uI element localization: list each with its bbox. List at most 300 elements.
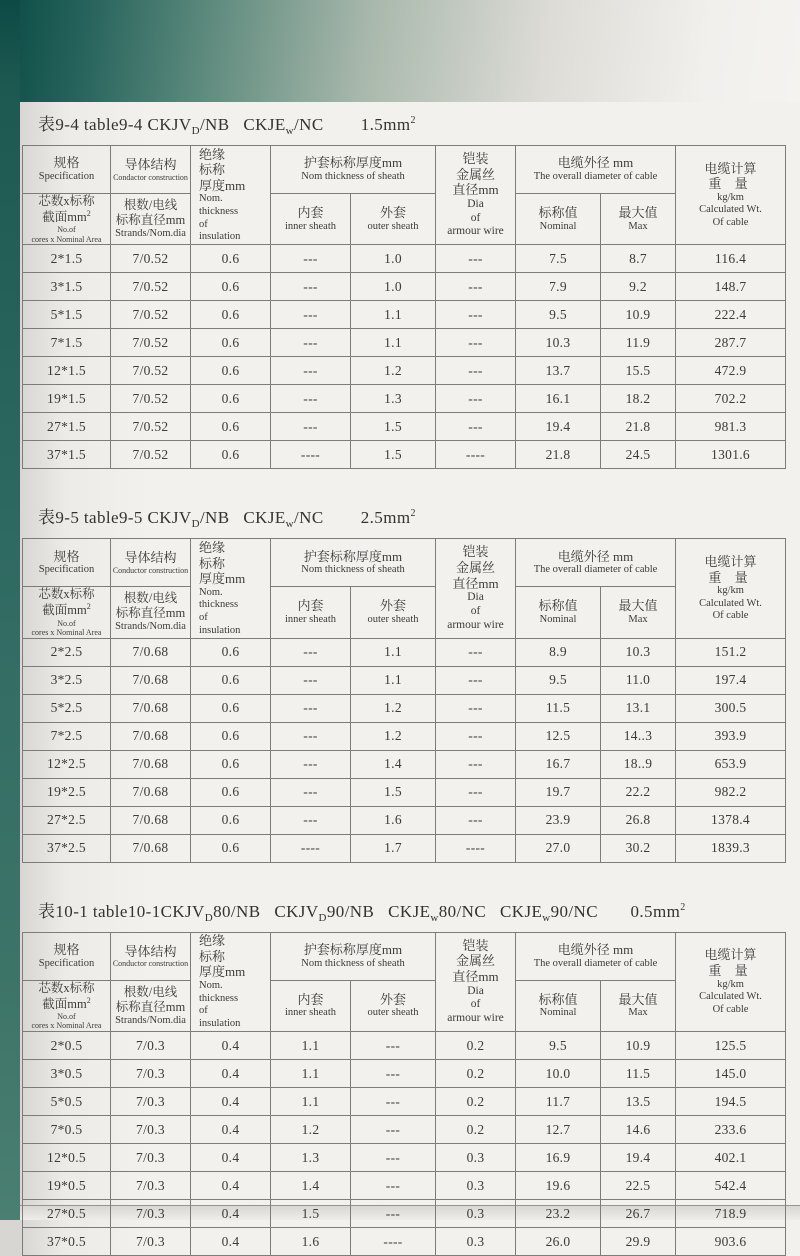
cell: 8.9 bbox=[516, 638, 601, 666]
header-line-en: No.of bbox=[57, 225, 76, 235]
cell: --- bbox=[271, 638, 351, 666]
header-line-zh: 标称直径mm bbox=[115, 606, 186, 621]
cell: 7/0.52 bbox=[111, 301, 191, 329]
cell: 222.4 bbox=[676, 301, 786, 329]
col-header-specification bbox=[23, 932, 111, 980]
cell: 21.8 bbox=[516, 441, 601, 469]
cell: 1.1 bbox=[271, 1060, 351, 1088]
cell: 148.7 bbox=[676, 273, 786, 301]
table-title-segment: table9-4 CKJV bbox=[79, 115, 192, 134]
cell: 26.8 bbox=[601, 806, 676, 834]
table-row bbox=[23, 1116, 786, 1144]
cell: 7/0.68 bbox=[111, 750, 191, 778]
cell: --- bbox=[351, 1060, 436, 1088]
table-title-segment: 80/NC bbox=[438, 901, 487, 921]
cable-spec-table bbox=[22, 538, 786, 862]
cell: --- bbox=[271, 666, 351, 694]
header-line-en: Nom thickness of sheath bbox=[301, 171, 405, 182]
cell: 7.5 bbox=[516, 245, 601, 273]
page bbox=[22, 0, 800, 1256]
header-line-zh: 标称值 bbox=[538, 991, 578, 1007]
cell: ---- bbox=[436, 441, 516, 469]
header-line-zh: 厚度mm bbox=[199, 571, 246, 587]
cell: 1.1 bbox=[271, 1032, 351, 1060]
cell: 10.3 bbox=[601, 638, 676, 666]
table-title-segment: 1.5mm bbox=[323, 115, 411, 134]
header-line-en: cores x Nominal Area bbox=[31, 1021, 102, 1031]
cell: 11.5 bbox=[516, 694, 601, 722]
header-line-zh: 直径mm bbox=[452, 968, 499, 984]
header-line-en: Conductor construction bbox=[112, 565, 189, 575]
table-title bbox=[38, 503, 800, 535]
header-line-zh: 标称 bbox=[199, 555, 226, 571]
cell: 1.2 bbox=[271, 1116, 351, 1144]
cell: 0.2 bbox=[436, 1060, 516, 1088]
cell: 3*0.5 bbox=[23, 1060, 111, 1088]
cell: 1301.6 bbox=[676, 441, 786, 469]
col-group-overall-diameter bbox=[516, 539, 676, 587]
cell: 12*2.5 bbox=[23, 750, 111, 778]
cell: 7/0.68 bbox=[111, 666, 191, 694]
header-line-zh: 外套 bbox=[379, 205, 406, 221]
table-title-segment: 表9-5 bbox=[38, 508, 80, 528]
cell: 12*1.5 bbox=[23, 357, 111, 385]
cell: 13.1 bbox=[601, 694, 676, 722]
col-subheader-strands bbox=[111, 194, 191, 245]
table-row bbox=[23, 1228, 786, 1256]
header-line-en: Dia bbox=[467, 197, 484, 210]
cell: 7/0.52 bbox=[111, 245, 191, 273]
cell: 1.4 bbox=[351, 750, 436, 778]
cell: 30.2 bbox=[601, 834, 676, 862]
col-subheader-nominal bbox=[516, 194, 601, 245]
header-line-zh: 标称直径mm bbox=[115, 999, 186, 1014]
header-line-zh: 铠装 bbox=[462, 937, 489, 953]
cell: 7*0.5 bbox=[23, 1116, 111, 1144]
cell: 7/0.52 bbox=[111, 273, 191, 301]
header-line-en: Nom thickness of sheath bbox=[301, 957, 405, 969]
cell: 1.0 bbox=[351, 245, 436, 273]
header-line-zh: 直径mm bbox=[452, 182, 499, 198]
cell: 14.6 bbox=[601, 1116, 676, 1144]
cell: 7/0.3 bbox=[111, 1144, 191, 1172]
col-header-insulation bbox=[191, 146, 271, 245]
cell: 1.5 bbox=[351, 413, 436, 441]
cell: 5*1.5 bbox=[23, 301, 111, 329]
table-title-segment: CKJE bbox=[229, 508, 286, 528]
header-line-en: The overall diameter of cable bbox=[533, 564, 658, 576]
header-line-zh: 铠装 bbox=[462, 151, 489, 167]
cell: --- bbox=[271, 385, 351, 413]
cell: 7/0.68 bbox=[111, 778, 191, 806]
table-title-segment: w bbox=[430, 911, 439, 924]
cell: --- bbox=[271, 357, 351, 385]
col-header-calculated-weight bbox=[676, 146, 786, 245]
header-line-en: of bbox=[199, 1005, 208, 1017]
cell: --- bbox=[271, 694, 351, 722]
header-line-en: Nom. bbox=[199, 586, 223, 598]
header-line-zh: 内套 bbox=[297, 991, 324, 1007]
header-line-zh: 护套标称厚度mm bbox=[303, 942, 403, 958]
header-line-en: kg/km bbox=[717, 191, 744, 203]
cell: 16.7 bbox=[516, 750, 601, 778]
cell: 0.6 bbox=[191, 806, 271, 834]
cell: 0.6 bbox=[191, 666, 271, 694]
header-line-en: Conductor construction bbox=[112, 959, 189, 969]
header-line-en: outer sheath bbox=[367, 220, 419, 232]
header-line-en: cores x Nominal Area bbox=[31, 628, 102, 638]
col-subheader-max bbox=[601, 980, 676, 1031]
cell: 0.4 bbox=[191, 1088, 271, 1116]
header-line-en: inner sheath bbox=[284, 220, 337, 232]
cell: 0.6 bbox=[191, 357, 271, 385]
cell: 26.0 bbox=[516, 1228, 601, 1256]
table-title-segment: 90/NB bbox=[326, 901, 375, 921]
header-line-zh: 最大值 bbox=[618, 205, 658, 221]
header-line-zh: 内套 bbox=[297, 205, 324, 221]
cell: 22.2 bbox=[601, 778, 676, 806]
col-subheader-inner-sheath bbox=[271, 980, 351, 1031]
cell: 7/0.68 bbox=[111, 638, 191, 666]
cell: 7/0.68 bbox=[111, 806, 191, 834]
header-line-en: thickness bbox=[199, 205, 239, 217]
header-line-en: Dia bbox=[467, 591, 484, 604]
header-line-zh: 截面$mm^2$ bbox=[42, 995, 91, 1011]
cell: 27*1.5 bbox=[23, 413, 111, 441]
col-header-calculated-weight bbox=[676, 539, 786, 638]
cell: 7*2.5 bbox=[23, 722, 111, 750]
cell: 7/0.52 bbox=[111, 329, 191, 357]
table-title-segment: table9-5 CKJV bbox=[79, 508, 192, 528]
header-line-zh: 电缆外径 mm bbox=[557, 942, 634, 958]
col-subheader-cores-area bbox=[23, 587, 111, 638]
col-header-conductor bbox=[111, 146, 191, 194]
cell: 19*2.5 bbox=[23, 778, 111, 806]
col-header-conductor bbox=[111, 539, 191, 587]
cell: 1.6 bbox=[351, 806, 436, 834]
header-line-zh: 截面$mm^2$ bbox=[42, 602, 91, 618]
cell: 1.6 bbox=[271, 1228, 351, 1256]
cell: 19.4 bbox=[601, 1144, 676, 1172]
header-line-zh: 根数/电线 bbox=[123, 984, 178, 999]
cell: 0.6 bbox=[191, 245, 271, 273]
cable-spec-table bbox=[22, 932, 786, 1256]
header-line-en: outer sheath bbox=[367, 1007, 419, 1019]
header-line-zh: 截面$mm^2$ bbox=[42, 209, 91, 225]
header-line-en: cores x Nominal Area bbox=[31, 234, 102, 244]
cell: 19.7 bbox=[516, 778, 601, 806]
cell: 0.4 bbox=[191, 1200, 271, 1228]
table-body bbox=[23, 245, 786, 469]
header-line-zh: 重 量 bbox=[708, 176, 753, 192]
header-line-zh: 内套 bbox=[297, 598, 324, 614]
cell: 125.5 bbox=[676, 1032, 786, 1060]
col-group-sheath bbox=[271, 932, 436, 980]
cell: 22.5 bbox=[601, 1172, 676, 1200]
cell: 23.9 bbox=[516, 806, 601, 834]
col-header-specification bbox=[23, 539, 111, 587]
table-title-segment: CKJE bbox=[486, 901, 543, 921]
header-line-zh: 电缆计算 bbox=[704, 554, 757, 570]
cell: 1.1 bbox=[271, 1088, 351, 1116]
table-title-segment: D bbox=[191, 518, 200, 531]
header-line-zh: 金属丝 bbox=[455, 166, 495, 182]
cell: 300.5 bbox=[676, 694, 786, 722]
header-line-en: of bbox=[199, 611, 208, 623]
cell: 1.2 bbox=[351, 694, 436, 722]
col-subheader-inner-sheath bbox=[271, 194, 351, 245]
table-row bbox=[23, 722, 786, 750]
cell: 24.5 bbox=[601, 441, 676, 469]
cell: 0.4 bbox=[191, 1116, 271, 1144]
cell: --- bbox=[436, 778, 516, 806]
cell: --- bbox=[271, 778, 351, 806]
table-title-segment: 表10-1 bbox=[38, 901, 89, 921]
col-header-conductor bbox=[111, 932, 191, 980]
cell: 1.2 bbox=[351, 722, 436, 750]
table-row bbox=[23, 834, 786, 862]
cable-table-section bbox=[22, 503, 800, 862]
cell: 11.0 bbox=[601, 666, 676, 694]
table-row bbox=[23, 357, 786, 385]
table-row bbox=[23, 1172, 786, 1200]
cell: ---- bbox=[351, 1228, 436, 1256]
cell: 7/0.3 bbox=[111, 1228, 191, 1256]
cell: 287.7 bbox=[676, 329, 786, 357]
table-title-segment: /NC bbox=[294, 115, 324, 134]
cell: 0.6 bbox=[191, 778, 271, 806]
cell: 12.5 bbox=[516, 722, 601, 750]
cell: 903.6 bbox=[676, 1228, 786, 1256]
cell: 16.1 bbox=[516, 385, 601, 413]
cell: --- bbox=[351, 1032, 436, 1060]
cell: 7/0.52 bbox=[111, 357, 191, 385]
table-title-segment: table10-1CKJV bbox=[88, 901, 205, 921]
cell: 7/0.68 bbox=[111, 694, 191, 722]
cell: 7/0.52 bbox=[111, 385, 191, 413]
table-row bbox=[23, 385, 786, 413]
cell: 10.9 bbox=[601, 1032, 676, 1060]
header-line-en: Nom thickness of sheath bbox=[301, 564, 405, 576]
header-line-zh: 直径mm bbox=[452, 575, 499, 591]
header-line-zh: 根数/电线 bbox=[123, 197, 178, 212]
header-line-en: The overall diameter of cable bbox=[533, 957, 658, 969]
col-subheader-outer-sheath bbox=[351, 587, 436, 638]
header-line-zh: 标称直径mm bbox=[115, 212, 186, 227]
cell: --- bbox=[271, 413, 351, 441]
cell: --- bbox=[436, 806, 516, 834]
cell: 1.5 bbox=[351, 441, 436, 469]
col-subheader-strands bbox=[111, 587, 191, 638]
cell: 2*0.5 bbox=[23, 1032, 111, 1060]
header-line-en: kg/km bbox=[717, 978, 744, 990]
cell: 393.9 bbox=[676, 722, 786, 750]
table-row bbox=[23, 1144, 786, 1172]
header-line-en: Strands/Nom.dia bbox=[115, 1014, 186, 1026]
cell: 10.3 bbox=[516, 329, 601, 357]
cell: 2*1.5 bbox=[23, 245, 111, 273]
cell: 1.1 bbox=[351, 638, 436, 666]
cell: 27.0 bbox=[516, 834, 601, 862]
table-title-segment: CKJE bbox=[374, 901, 431, 921]
cell: 18..9 bbox=[601, 750, 676, 778]
col-subheader-cores-area bbox=[23, 980, 111, 1031]
cell: 0.2 bbox=[436, 1088, 516, 1116]
cell: 1839.3 bbox=[676, 834, 786, 862]
header-line-en: inner sheath bbox=[284, 1007, 337, 1019]
header-line-en: Max bbox=[628, 614, 648, 626]
header-line-en: of bbox=[199, 218, 208, 230]
header-line-zh: 标称 bbox=[199, 948, 226, 964]
cell: 7/0.3 bbox=[111, 1032, 191, 1060]
col-subheader-outer-sheath bbox=[351, 980, 436, 1031]
cell: --- bbox=[436, 722, 516, 750]
cell: 718.9 bbox=[676, 1200, 786, 1228]
cell: --- bbox=[351, 1116, 436, 1144]
col-header-armour-wire bbox=[436, 932, 516, 1031]
col-header-specification bbox=[23, 146, 111, 194]
header-line-zh: 规格 bbox=[53, 548, 80, 564]
col-header-armour-wire bbox=[436, 539, 516, 638]
header-line-zh: 标称值 bbox=[538, 205, 578, 221]
header-line-zh: 最大值 bbox=[618, 598, 658, 614]
cell: 1.5 bbox=[351, 778, 436, 806]
cell: 0.4 bbox=[191, 1032, 271, 1060]
header-line-zh: 规格 bbox=[53, 155, 80, 171]
col-header-calculated-weight bbox=[676, 932, 786, 1031]
cell: 0.6 bbox=[191, 750, 271, 778]
cell: 14..3 bbox=[601, 722, 676, 750]
cell: 19*1.5 bbox=[23, 385, 111, 413]
table-row bbox=[23, 778, 786, 806]
cell: 0.6 bbox=[191, 301, 271, 329]
cell: 37*0.5 bbox=[23, 1228, 111, 1256]
header-line-zh: 重 量 bbox=[708, 962, 753, 978]
cell: 542.4 bbox=[676, 1172, 786, 1200]
header-line-zh: 重 量 bbox=[708, 569, 753, 585]
header-line-en: Calculated Wt. bbox=[699, 991, 762, 1003]
cell: --- bbox=[351, 1172, 436, 1200]
cell: 7/0.3 bbox=[111, 1088, 191, 1116]
cell: 0.2 bbox=[436, 1116, 516, 1144]
header-line-zh: 金属丝 bbox=[455, 560, 495, 576]
cell: 0.6 bbox=[191, 273, 271, 301]
cell: --- bbox=[436, 273, 516, 301]
cell: 16.9 bbox=[516, 1144, 601, 1172]
header-line-zh: 绝缘 bbox=[199, 539, 226, 555]
cell: 0.3 bbox=[436, 1228, 516, 1256]
cell: 0.6 bbox=[191, 413, 271, 441]
cell: 3*1.5 bbox=[23, 273, 111, 301]
header-line-en: Calculated Wt. bbox=[699, 204, 762, 216]
cell: 653.9 bbox=[676, 750, 786, 778]
cell: 0.6 bbox=[191, 694, 271, 722]
cell: 1.3 bbox=[271, 1144, 351, 1172]
header-line-zh: 规格 bbox=[53, 942, 80, 958]
col-group-sheath bbox=[271, 146, 436, 194]
col-subheader-outer-sheath bbox=[351, 194, 436, 245]
header-line-en: armour wire bbox=[447, 618, 504, 631]
cell: 1.5 bbox=[271, 1200, 351, 1228]
cell: 233.6 bbox=[676, 1116, 786, 1144]
header-line-en: of bbox=[470, 605, 481, 617]
header-line-zh: 外套 bbox=[379, 598, 406, 614]
header-line-en: thickness bbox=[199, 599, 239, 611]
table-title bbox=[38, 110, 800, 142]
header-line-zh: 导体结构 bbox=[124, 156, 177, 172]
table-title-segment: /NC bbox=[294, 508, 324, 528]
cell: --- bbox=[436, 750, 516, 778]
cell: 151.2 bbox=[676, 638, 786, 666]
cell: 15.5 bbox=[601, 357, 676, 385]
col-header-insulation bbox=[191, 932, 271, 1031]
header-line-en: Max bbox=[628, 220, 648, 232]
cell: --- bbox=[271, 329, 351, 357]
header-line-zh: 电缆计算 bbox=[704, 160, 757, 176]
cell: 27*0.5 bbox=[23, 1200, 111, 1228]
table-title-segment: /NB bbox=[199, 115, 230, 134]
cell: 19.4 bbox=[516, 413, 601, 441]
table-row bbox=[23, 301, 786, 329]
table-title-segment: 0.5mm bbox=[597, 901, 681, 921]
table-row bbox=[23, 441, 786, 469]
cell: --- bbox=[436, 329, 516, 357]
col-group-overall-diameter bbox=[516, 146, 676, 194]
cell: 981.3 bbox=[676, 413, 786, 441]
cell: 145.0 bbox=[676, 1060, 786, 1088]
cell: --- bbox=[271, 806, 351, 834]
cell: 19.6 bbox=[516, 1172, 601, 1200]
table-title-segment: D bbox=[204, 911, 214, 924]
header-line-zh: 绝缘 bbox=[199, 933, 226, 949]
header-line-zh: 绝缘 bbox=[199, 146, 226, 162]
header-line-en: Nominal bbox=[539, 1007, 577, 1019]
header-line-en: of bbox=[470, 211, 481, 224]
table-row bbox=[23, 245, 786, 273]
header-line-zh: 电缆外径 mm bbox=[557, 548, 634, 564]
cell: 27*2.5 bbox=[23, 806, 111, 834]
table-row bbox=[23, 413, 786, 441]
table-title-segment: /NB bbox=[199, 508, 230, 528]
header-line-en: Nominal bbox=[539, 614, 577, 626]
header-line-en: Strands/Nom.dia bbox=[115, 621, 186, 633]
cell: --- bbox=[436, 301, 516, 329]
header-line-en: Max bbox=[628, 1007, 648, 1019]
header-line-en: insulation bbox=[199, 624, 241, 636]
scan-left-edge bbox=[0, 0, 20, 1220]
cell: 9.5 bbox=[516, 1032, 601, 1060]
table-row bbox=[23, 666, 786, 694]
cell: 7/0.3 bbox=[111, 1060, 191, 1088]
cell: 37*2.5 bbox=[23, 834, 111, 862]
table-title-segment: 表9-4 bbox=[38, 115, 80, 134]
cell: 12*0.5 bbox=[23, 1144, 111, 1172]
cell: 7/0.52 bbox=[111, 413, 191, 441]
header-line-en: Dia bbox=[467, 984, 484, 997]
cell: 0.3 bbox=[436, 1172, 516, 1200]
cell: 7/0.3 bbox=[111, 1200, 191, 1228]
cell: 7/0.3 bbox=[111, 1172, 191, 1200]
col-subheader-nominal bbox=[516, 587, 601, 638]
col-subheader-max bbox=[601, 194, 676, 245]
cable-table-section bbox=[22, 897, 800, 1256]
header-line-en: Calculated Wt. bbox=[699, 597, 762, 609]
header-line-zh: 护套标称厚度mm bbox=[303, 155, 403, 171]
header-line-en: armour wire bbox=[447, 1012, 504, 1025]
header-line-en: kg/km bbox=[717, 585, 744, 597]
cell: 402.1 bbox=[676, 1144, 786, 1172]
cell: 10.9 bbox=[601, 301, 676, 329]
